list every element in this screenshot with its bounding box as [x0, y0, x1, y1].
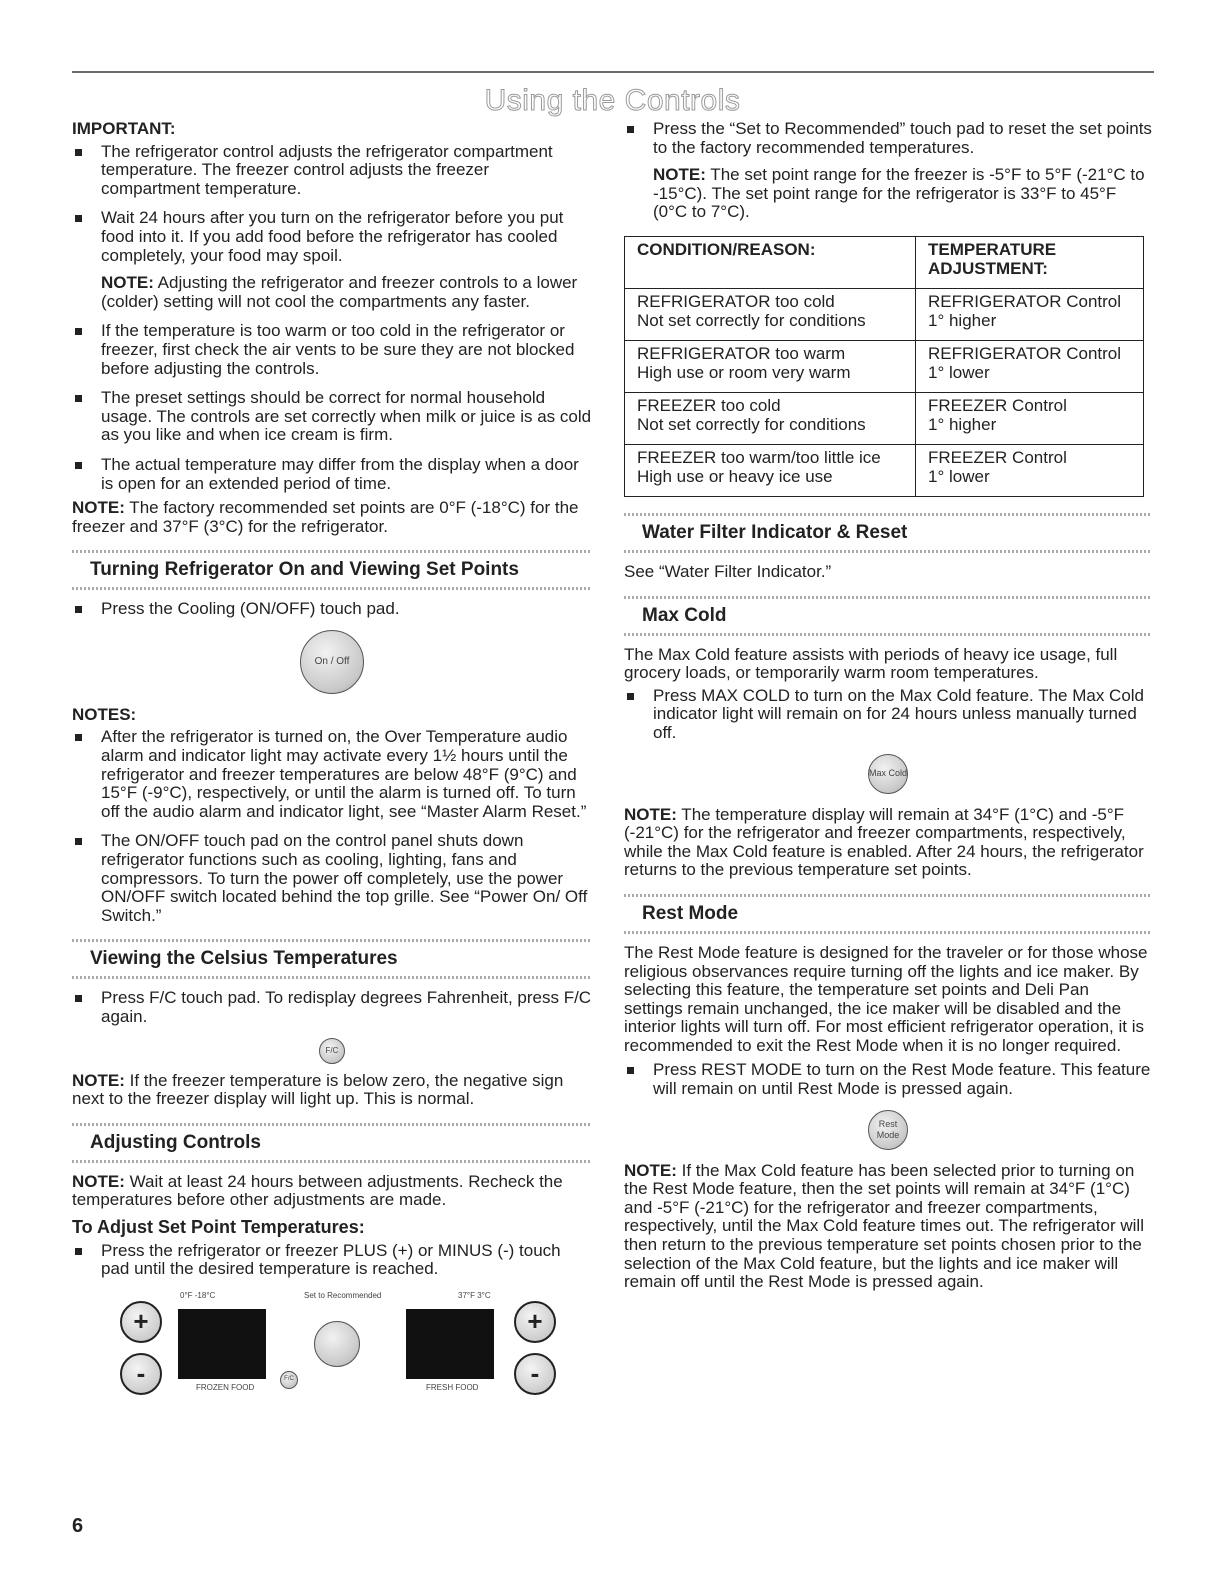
- bullet-text: Press the “Set to Recommended” touch pad to reset the set points to the factory recommended temperatures.: [653, 119, 1152, 157]
- fc-figure: [72, 1038, 592, 1064]
- bullet-note: [101, 274, 592, 311]
- filter-heading: Water Filter Indicator & Reset: [624, 513, 1152, 553]
- cell-line: 1° lower: [928, 466, 990, 486]
- left-column: [72, 120, 592, 1401]
- freezer-temp-label: 0°F -18°C: [180, 1290, 216, 1300]
- panel-fc-button[interactable]: F/C: [280, 1371, 298, 1389]
- cell-line: FREEZER too warm/too little ice: [637, 447, 881, 467]
- cell-line: Not set correctly for conditions: [637, 310, 866, 330]
- bullet-text: The actual temperature may differ from the display when a door is open for an extended period of time.: [101, 454, 579, 493]
- table-cell: [625, 444, 916, 496]
- maxcold-text: The Max Cold feature assists with periods of heavy ice usage, full grocery loads, or temporarily warm room temperatures.: [624, 644, 1118, 683]
- notes-bullet: [72, 832, 592, 925]
- cell-line: FREEZER Control: [928, 395, 1067, 415]
- control-panel: [108, 1291, 588, 1401]
- cell-line: 1° lower: [928, 362, 990, 382]
- maxcold-note: [624, 806, 1152, 880]
- note-text: The set point range for the freezer is -5°F to 5°F (-21°C to -15°C). The set point range for the refrigerator is 33°F to 45°F (0°C to 7°C).: [653, 165, 1145, 222]
- note-label: NOTE:: [624, 1160, 677, 1180]
- bullet-text: Press MAX COLD to turn on the Max Cold feature. The Max Cold indicator light will remain on for 24 hours unless manually turned off.: [653, 685, 1145, 742]
- celsius-note: [72, 1072, 592, 1109]
- note-label: NOTE:: [72, 498, 125, 518]
- cell-line: FREEZER too cold: [637, 395, 781, 415]
- note-label: NOTE:: [653, 165, 706, 185]
- celsius-heading: Viewing the Celsius Temperatures: [72, 939, 592, 979]
- onoff-figure: [72, 630, 592, 694]
- right-column: [624, 120, 1152, 1292]
- setpoint-bullet: [72, 1242, 592, 1279]
- factory-note: [72, 499, 592, 536]
- fc-button[interactable]: F/C: [319, 1038, 345, 1064]
- important-bullet: [72, 143, 592, 199]
- cell-line: High use or room very warm: [637, 362, 851, 382]
- cell-line: 1° higher: [928, 414, 997, 434]
- cell-line: FREEZER Control: [928, 447, 1067, 467]
- cell-line: REFRIGERATOR Control: [928, 291, 1122, 311]
- table-header: TEMPERATURE ADJUSTMENT:: [916, 236, 1144, 288]
- important-label: IMPORTANT:: [72, 119, 176, 138]
- fridge-temp-label: 37°F 3°C: [458, 1290, 491, 1300]
- page-title: Using the Controls: [484, 84, 741, 117]
- frozen-food-label: FROZEN FOOD: [196, 1382, 255, 1392]
- bullet-text: Press the Cooling (ON/OFF) touch pad.: [101, 599, 400, 619]
- fresh-food-label: FRESH FOOD: [426, 1382, 479, 1392]
- rest-heading: Rest Mode: [624, 894, 1152, 934]
- note-text: The temperature display will remain at 34°F (1°C) and -5°F (-21°C) for the refrigerator and freezer compartments, respectively, while the Max Cold feature is enabled. After 24 hours, the refrigerator returns to the previous temperature set points.: [624, 804, 1144, 880]
- notes-bullet: [72, 728, 592, 821]
- turning-heading: Turning Refrigerator On and Viewing Set Points: [72, 550, 592, 590]
- bullet-text: Press the refrigerator or freezer PLUS (+) or MINUS (-) touch pad until the desired temperature is reached.: [101, 1240, 561, 1279]
- table-cell: [625, 392, 916, 444]
- rest-text: The Rest Mode feature is designed for the traveler or for those whose religious observances require turning off the lights and ice maker. By selecting this feature, the temperature set points and Deli Pan settings remain unchanged, the ice maker will be disabled and the interior lights will turn off. For most efficient refrigerator operation, it is recommended to exit the Rest Mode when it is no longer required.: [624, 942, 1148, 1055]
- important-bullet: [72, 209, 592, 311]
- range-note: [653, 166, 1152, 222]
- rest-mode-button[interactable]: Rest Mode: [868, 1110, 908, 1150]
- table-cell: [916, 392, 1144, 444]
- bullet-text: The refrigerator control adjusts the refrigerator compartment temperature. The freezer control adjusts the freezer compartment temperature.: [101, 141, 553, 198]
- fridge-display: [406, 1309, 494, 1379]
- turning-bullet: [72, 600, 592, 619]
- maxcold-button[interactable]: Max Cold: [868, 754, 908, 794]
- table-header-row: [625, 236, 1144, 288]
- bullet-text: After the refrigerator is turned on, the Over Temperature audio alarm and indicator light may activate every 1½ hours until the refrigerator and freezer temperatures are below 48°F (9°C) and 15°F (-9°C), respectively, or until the alarm is turned off. To turn off the audio alarm and indicator light, see “Master Alarm Reset.”: [101, 727, 587, 821]
- important-bullet: [72, 389, 592, 445]
- note-label: NOTE:: [101, 273, 154, 293]
- bullet-text: Wait 24 hours after you turn on the refrigerator before you put food into it. If you add food before the refrigerator has cooled completely, your food may spoil.: [101, 208, 564, 265]
- note-text: If the freezer temperature is below zero, the negative sign next to the freezer display will light up. This is normal.: [72, 1070, 564, 1109]
- note-label: NOTE:: [72, 1171, 125, 1191]
- note-label: NOTE:: [624, 804, 677, 824]
- table-cell: [625, 288, 916, 340]
- adjustment-table: [624, 236, 1144, 497]
- table-row: [625, 444, 1144, 496]
- fridge-minus-button[interactable]: -: [514, 1353, 556, 1395]
- table-cell: [916, 288, 1144, 340]
- filter-text: See “Water Filter Indicator.”: [624, 561, 832, 581]
- rest-note: [624, 1162, 1152, 1292]
- cell-line: REFRIGERATOR too warm: [637, 343, 846, 363]
- recommended-label: Set to Recommended: [304, 1290, 382, 1300]
- maxcold-bullet: [624, 687, 1152, 743]
- bullet-text: The preset settings should be correct for normal household usage. The controls are set correctly when milk or juice is as cold as you like and when ice cream is firm.: [101, 388, 592, 445]
- adjusting-heading: Adjusting Controls: [72, 1123, 592, 1163]
- cell-line: 1° higher: [928, 310, 997, 330]
- freezer-plus-button[interactable]: +: [120, 1301, 162, 1343]
- table-cell: [916, 444, 1144, 496]
- cell-line: REFRIGERATOR too cold: [637, 291, 835, 311]
- table-row: [625, 288, 1144, 340]
- maxcold-figure: [624, 754, 1152, 794]
- table-cell: [625, 340, 916, 392]
- bullet-text: Press F/C touch pad. To redisplay degrees Fahrenheit, press F/C again.: [101, 988, 592, 1026]
- table-header: CONDITION/REASON:: [625, 236, 916, 288]
- table-row: [625, 392, 1144, 444]
- rest-bullet: [624, 1061, 1152, 1098]
- table-cell: [916, 340, 1144, 392]
- note-text: If the Max Cold feature has been selected prior to turning on the Rest Mode feature, then the set points will remain at 34°F (1°C) and -5°F (-21°C) for the refrigerator and freezer compartments, respectively, until the Max Cold feature times out. The refrigerator will then return to the previous temperature set points chosen prior to the selection of the Max Cold feature, but the lights and ice maker will remain off until the Rest Mode is pressed again.: [624, 1160, 1144, 1292]
- bullet-text: If the temperature is too warm or too cold in the refrigerator or freezer, first check the air vents to be sure they are not blocked before adjusting the controls.: [101, 321, 575, 378]
- fridge-plus-button[interactable]: +: [514, 1301, 556, 1343]
- important-bullet: [72, 322, 592, 378]
- adjusting-note: [72, 1173, 592, 1210]
- page-number: 6: [72, 1515, 84, 1537]
- recommended-bullet: [624, 120, 1152, 222]
- bullet-text: The ON/OFF touch pad on the control panel shuts down refrigerator functions such as cooling, lighting, fans and compressors. To turn the power off completely, use the power ON/OFF switch located behind the top grille. See “Power On/ Off Switch.”: [101, 831, 588, 925]
- cell-line: Not set correctly for conditions: [637, 414, 866, 434]
- set-recommended-button[interactable]: [314, 1321, 360, 1367]
- rest-figure: [624, 1110, 1152, 1150]
- setpoint-subhead: To Adjust Set Point Temperatures:: [72, 1216, 365, 1237]
- table-row: [625, 340, 1144, 392]
- celsius-bullet: [72, 989, 592, 1026]
- freezer-minus-button[interactable]: -: [120, 1353, 162, 1395]
- cell-line: High use or heavy ice use: [637, 466, 833, 486]
- note-text: Wait at least 24 hours between adjustments. Recheck the temperatures before other adjustments are made.: [72, 1171, 563, 1210]
- bullet-text: Press REST MODE to turn on the Rest Mode feature. This feature will remain on until Rest Mode is pressed again.: [653, 1060, 1151, 1099]
- onoff-button[interactable]: On / Off: [300, 630, 364, 694]
- freezer-display: [178, 1309, 266, 1379]
- note-text: The factory recommended set points are 0°F (-18°C) for the freezer and 37°F (3°C) for the refrigerator.: [72, 498, 579, 536]
- note-label: NOTE:: [72, 1070, 125, 1090]
- notes-label: NOTES:: [72, 704, 137, 724]
- cell-line: REFRIGERATOR Control: [928, 343, 1122, 363]
- note-text: Adjusting the refrigerator and freezer controls to a lower (colder) setting will not cool the compartments any faster.: [101, 273, 578, 311]
- important-bullet: [72, 456, 592, 493]
- top-rule: [72, 71, 1154, 73]
- maxcold-heading: Max Cold: [624, 596, 1152, 636]
